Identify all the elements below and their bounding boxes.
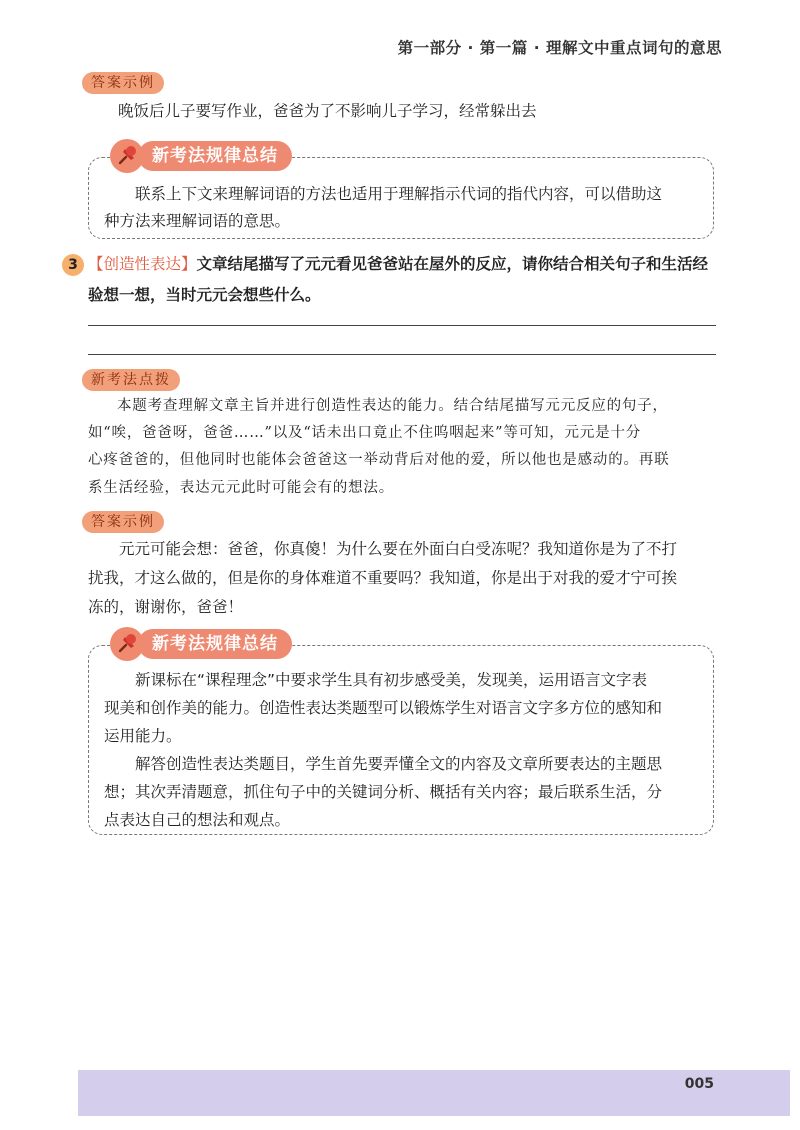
answer-line[interactable] (88, 354, 716, 355)
question-tag: 【创造性表达】 (88, 255, 197, 273)
answer-example-text-1: 晚饭后儿子要写作业，爸爸为了不影响儿子学习，经常躲出去 (118, 102, 537, 120)
answer-example-line: 扰我，才这么做的，但是你的身体难道不重要吗？我知道，你是出于对我的爱才宁可挨 (88, 569, 678, 587)
answer-line[interactable] (88, 325, 716, 326)
rule-summary-line: 解答创造性表达类题目，学生首先要弄懂全文的内容及文章所要表达的主题思 (135, 755, 663, 773)
pushpin-icon (110, 627, 144, 661)
rule-summary-header-1 (110, 138, 292, 174)
question-number: 3 (62, 254, 84, 276)
tips-line: 系生活经验，表达元元此时可能会有的想法。 (88, 480, 394, 496)
tips-label: 新考法点拨 (82, 369, 180, 391)
answer-example-line: 元元可能会想：爸爸，你真傻！为什么要在外面白白受冻呢？我知道你是为了不打 (119, 540, 678, 558)
page-number: 005 (684, 1076, 714, 1092)
rule-summary-line: 现美和创作美的能力。创造性表达类题型可以锻炼学生对语言文字多方位的感知和 (104, 699, 663, 717)
page-header-title: 第一部分 · 第一篇 · 理解文中重点词句的意思 (397, 39, 722, 57)
answer-example-label-1: 答案示例 (82, 72, 164, 94)
tips-line: 本题考查理解文章主旨并进行创造性表达的能力。结合结尾描写元元反应的句子， (117, 398, 668, 414)
rule-summary-title-1: 新考法规律总结 (138, 141, 292, 171)
rule-summary-line: 种方法来理解词语的意思。 (104, 212, 291, 230)
tips-line: 心疼爸爸的，但他同时也能体会爸爸这一举动背后对他的爱，所以他也是感动的。再联 (88, 452, 670, 468)
rule-summary-line: 运用能力。 (104, 727, 182, 745)
question-text: 文章结尾描写了元元看见爸爸站在屋外的反应，请你结合相关句子和生活经验想一想，当时元元会想些什么。 (88, 255, 709, 304)
rule-summary-line: 点表达自己的想法和观点。 (104, 811, 291, 829)
rule-summary-header-2 (110, 626, 292, 662)
question-text-block (88, 249, 718, 311)
tips-line: 如“唉，爸爸呀，爸爸……”以及“话未出口竟止不住呜咽起来”等可知，元元是十分 (88, 425, 642, 441)
answer-example-label-2: 答案示例 (82, 511, 164, 533)
rule-summary-title-2: 新考法规律总结 (138, 629, 292, 659)
footer-band (78, 1070, 790, 1116)
rule-summary-line: 新课标在“课程理念”中要求学生具有初步感受美，发现美，运用语言文字表 (135, 671, 648, 689)
rule-summary-line: 联系上下文来理解词语的方法也适用于理解指示代词的指代内容，可以借助这 (135, 185, 663, 203)
rule-summary-line: 想；其次弄清题意，抓住句子中的关键词分析、概括有关内容；最后联系生活，分 (104, 783, 663, 801)
answer-example-line: 冻的，谢谢你，爸爸！ (88, 598, 244, 616)
pushpin-icon (110, 139, 144, 173)
